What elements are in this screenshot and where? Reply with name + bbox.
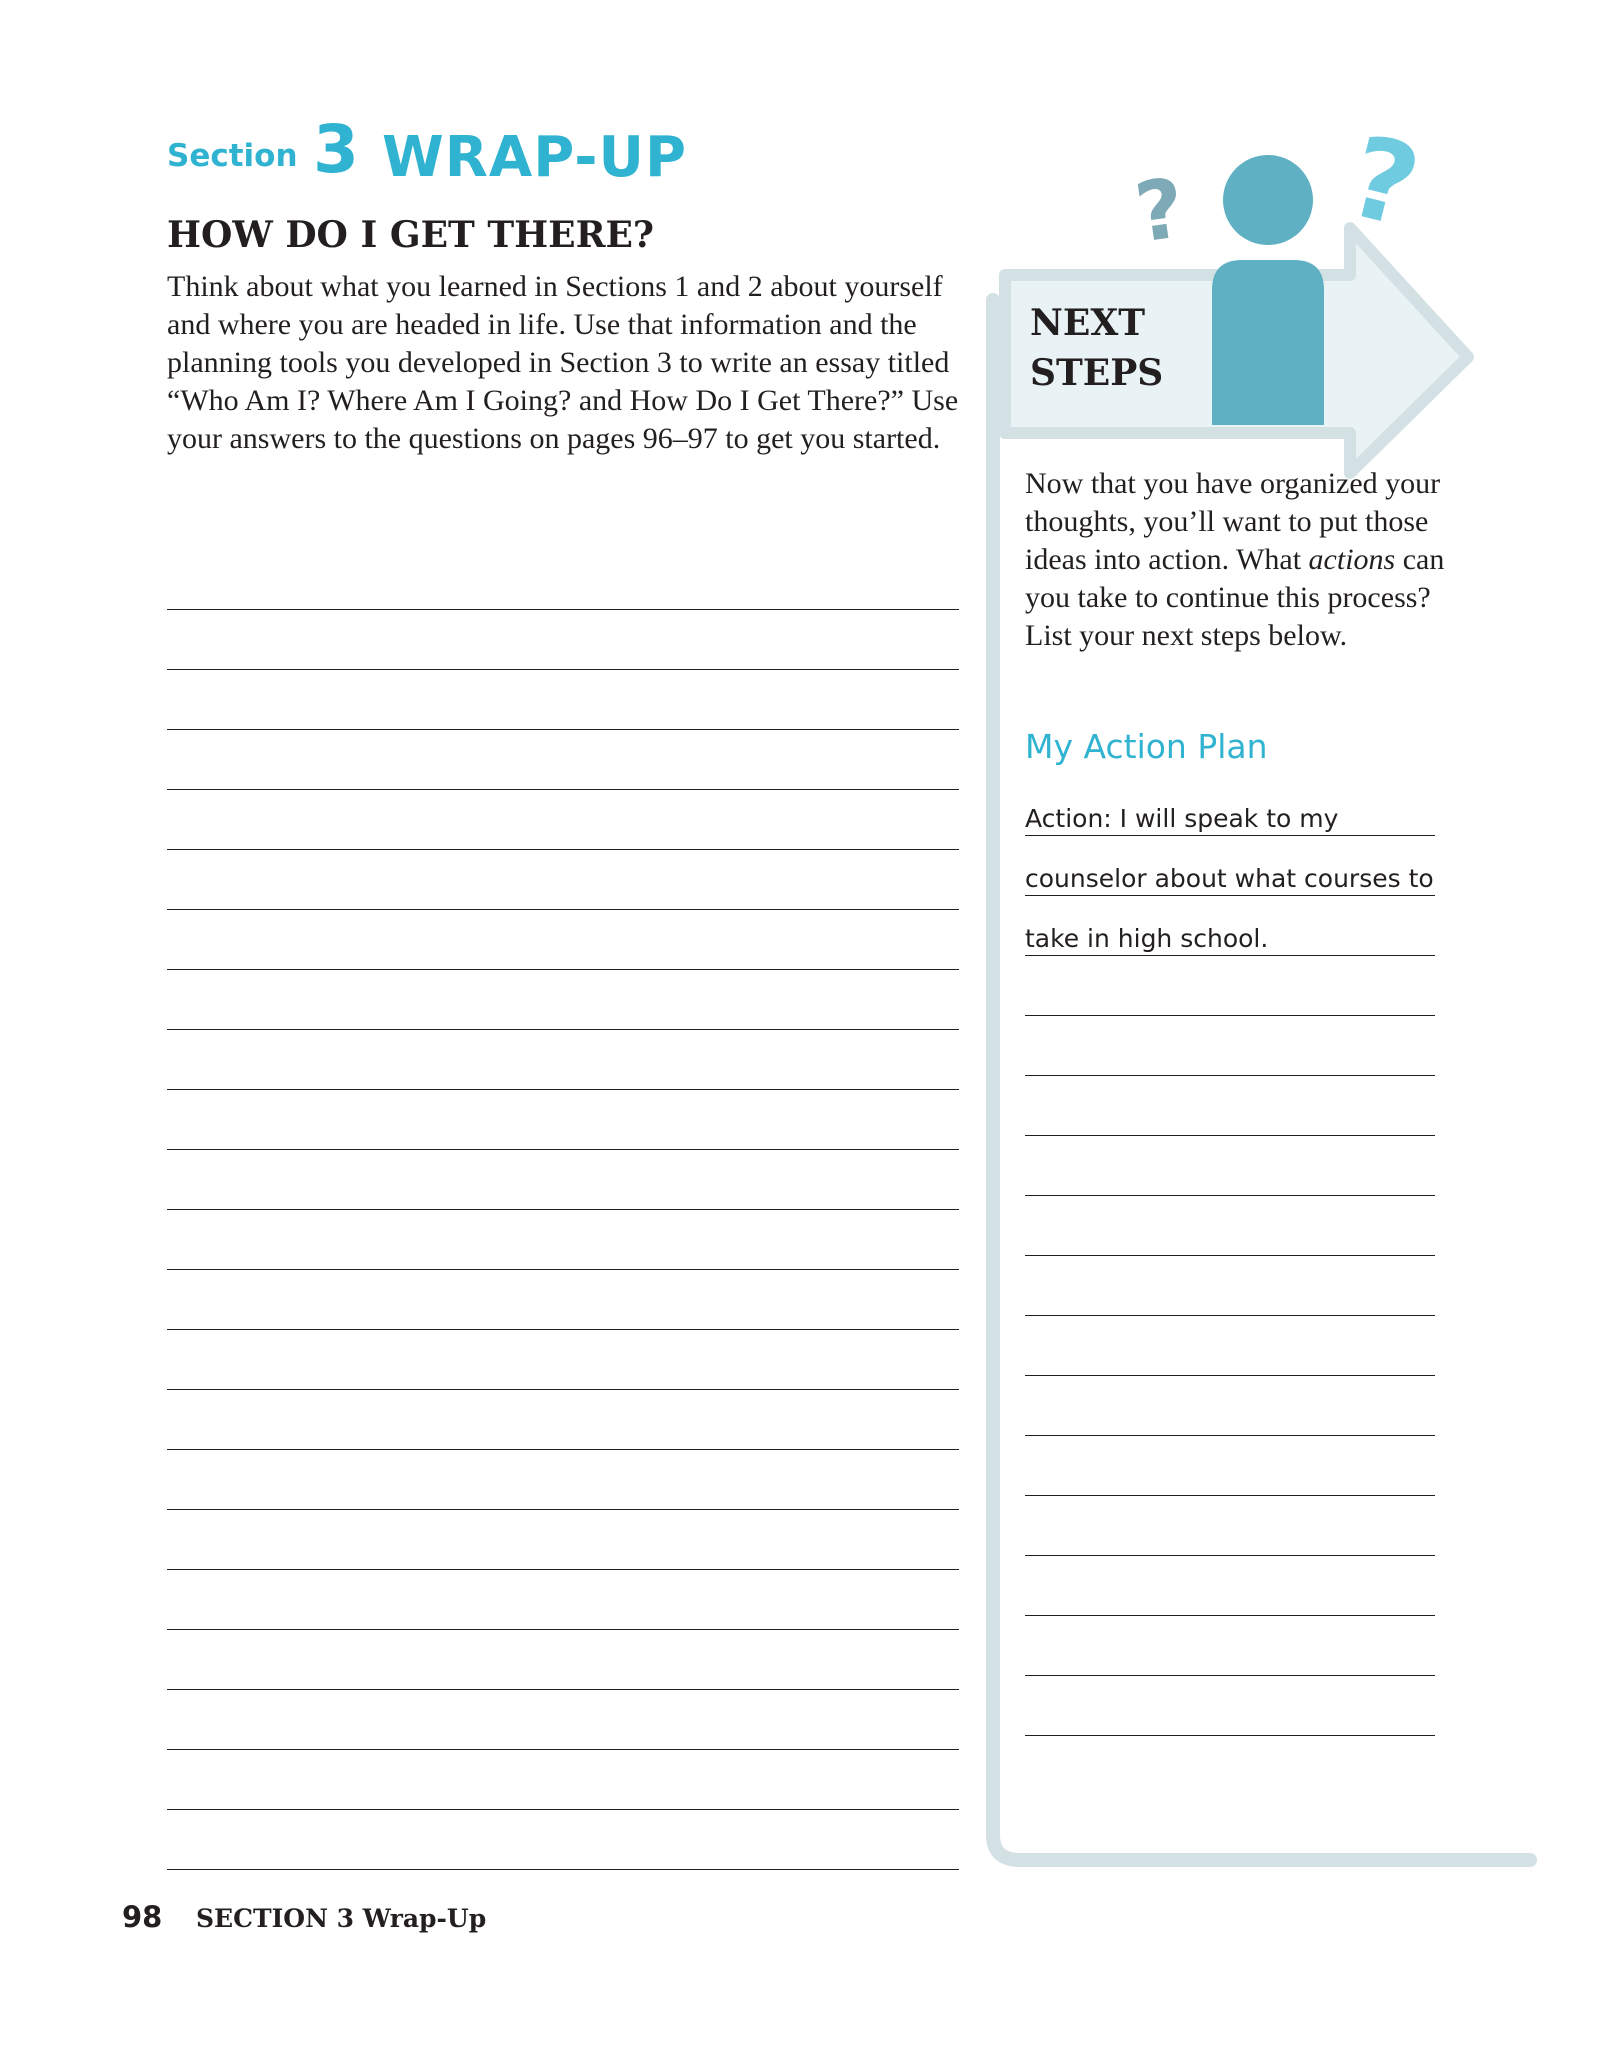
action-plan-line[interactable] — [1025, 1376, 1435, 1436]
question-mark-icon: ? — [1336, 111, 1431, 254]
action-plan-lines[interactable] — [1025, 776, 1435, 1736]
next-steps-title — [1030, 298, 1163, 398]
next-steps-title-line1: NEXT — [1030, 302, 1146, 344]
action-plan-line[interactable] — [1025, 1676, 1435, 1736]
essay-instructions: Think about what you learned in Sections 1 and 2 about yourself and where you are headed in life. Use that information and the planning tools you developed in Section 3 to write an essay titled “Who Am I? Where Am I Going? and How Do I Get There?” Use your answers to the questions on pages 96–97 to get you started. — [167, 270, 959, 455]
next-steps-title-line2: STEPS — [1030, 352, 1164, 394]
section-number: 3 — [313, 111, 359, 188]
action-plan-line[interactable] — [1025, 956, 1435, 1016]
section-label: Section — [167, 138, 298, 174]
page-number: 98 — [122, 1900, 163, 1934]
action-plan-line[interactable] — [1025, 1436, 1435, 1496]
action-plan-line[interactable] — [1025, 1616, 1435, 1676]
page-title: WRAP-UP — [382, 125, 688, 190]
next-steps-instructions — [1025, 465, 1445, 655]
action-plan-entry: take in high school. — [1025, 924, 1269, 953]
action-plan-line[interactable] — [1025, 1316, 1435, 1376]
action-plan-line[interactable] — [1025, 836, 1435, 896]
instructions-text-after: can you take to continue this process? List your next steps below. — [1025, 543, 1445, 652]
action-plan-line[interactable] — [1025, 1496, 1435, 1556]
instructions-emphasis: actions — [1308, 543, 1396, 576]
action-plan-line[interactable] — [1025, 1556, 1435, 1616]
action-plan-line[interactable] — [1025, 1136, 1435, 1196]
essay-heading: HOW DO I GET THERE? — [167, 214, 655, 256]
action-plan-line[interactable] — [1025, 776, 1435, 836]
action-plan-line[interactable] — [1025, 1076, 1435, 1136]
action-plan-line[interactable] — [1025, 1256, 1435, 1316]
person-icon — [1212, 155, 1324, 425]
instructions-text-before: Now that you have organized your thoughts, you’ll want to put those ideas into action. What — [1025, 467, 1441, 576]
action-plan-line[interactable] — [1025, 1196, 1435, 1256]
action-plan-line[interactable] — [1025, 1016, 1435, 1076]
running-footer: SECTION 3 Wrap-Up — [196, 1904, 487, 1933]
question-mark-icon: ? — [1129, 161, 1191, 262]
action-plan-title: My Action Plan — [1025, 727, 1268, 766]
action-plan-line[interactable] — [1025, 896, 1435, 956]
action-plan-entry: counselor about what courses to — [1025, 864, 1434, 893]
action-plan-entry: Action: I will speak to my — [1025, 804, 1339, 833]
